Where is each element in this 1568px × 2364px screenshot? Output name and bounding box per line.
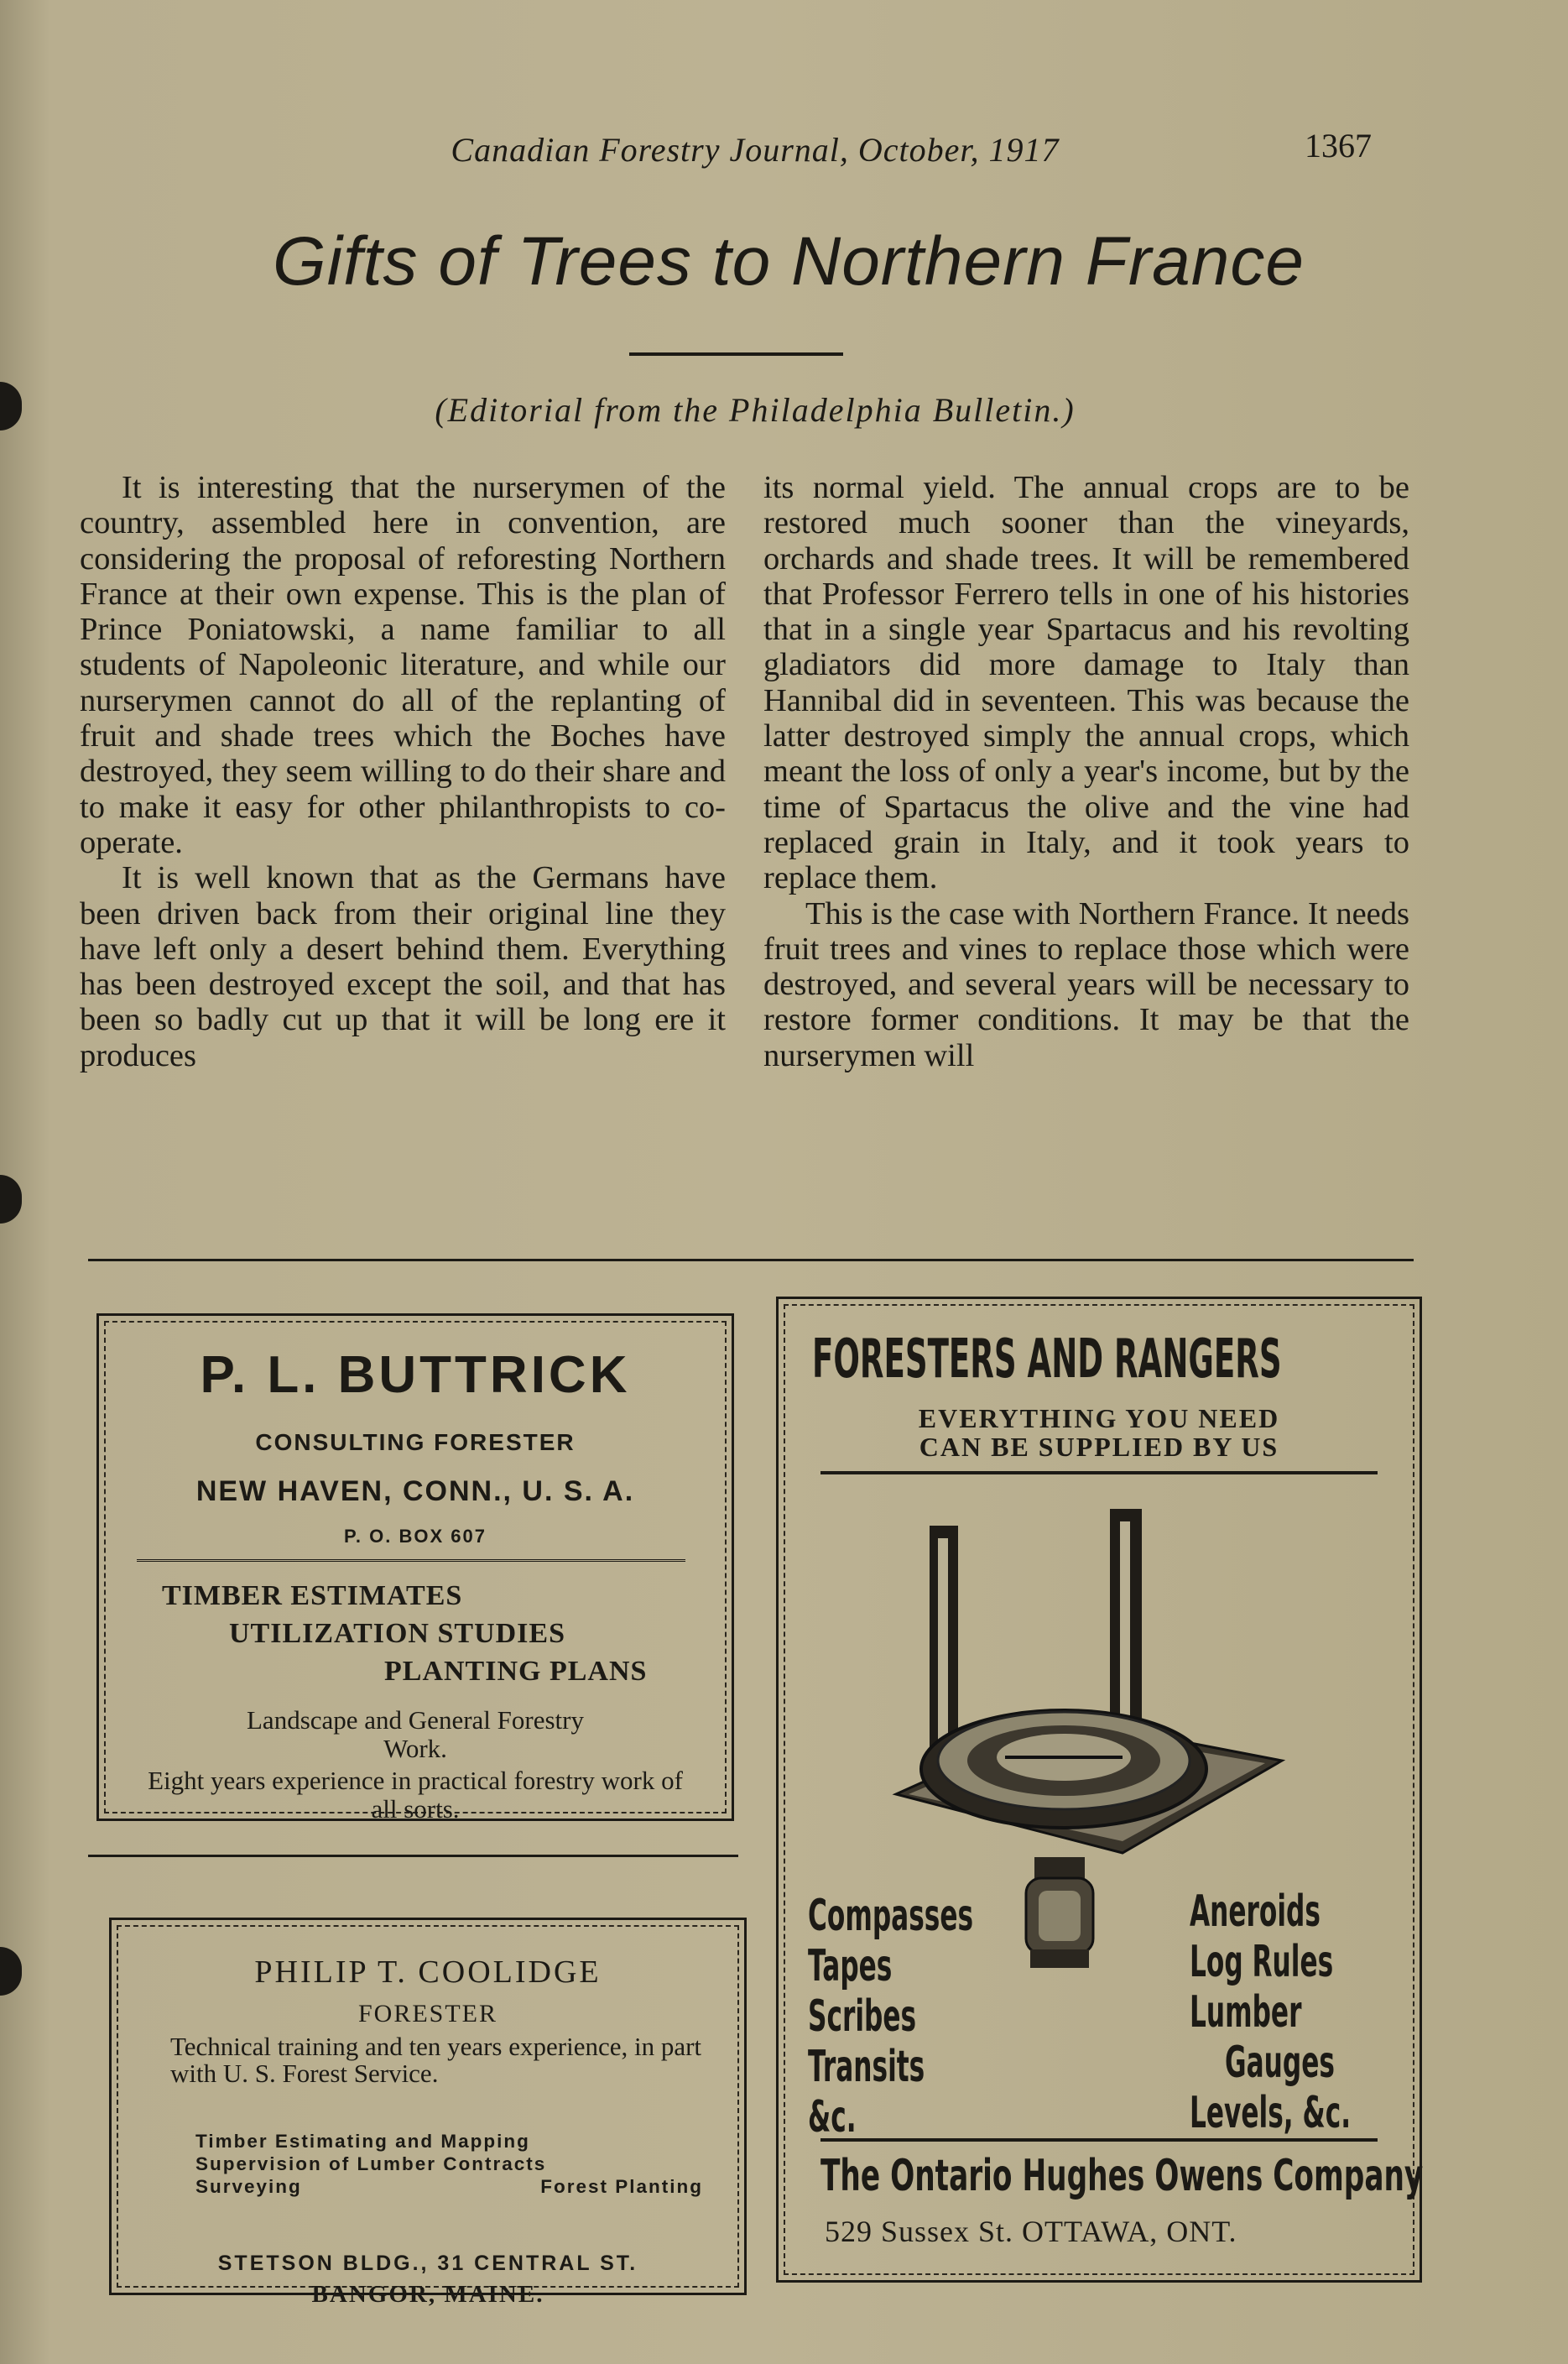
ad-buttrick — [96, 1313, 734, 1824]
ad-role: CONSULTING FORESTER — [255, 1429, 576, 1455]
ad-product: Scribes — [808, 1991, 917, 2042]
title-rule — [629, 352, 843, 356]
ad-service-row — [195, 2175, 703, 2198]
ad-service: Supervision of Lumber Contracts — [195, 2153, 547, 2174]
article-column-right — [763, 470, 1409, 1073]
ad-product-list-left — [808, 1891, 973, 2142]
ad-product: Levels, &c. — [1190, 2088, 1352, 2138]
ad-name: P. L. BUTTRICK — [200, 1346, 631, 1404]
running-head: Canadian Forestry Journal, October, 1917 — [451, 131, 1060, 169]
ad-city: NEW HAVEN, CONN., U. S. A. — [195, 1475, 635, 1507]
ad-address: STETSON BLDG., 31 CENTRAL ST. — [217, 2252, 638, 2275]
ad-service: UTILIZATION STUDIES — [229, 1618, 566, 1649]
article-source: (Editorial from the Philadelphia Bulletin.) — [435, 391, 1076, 429]
binding-hole — [0, 382, 22, 431]
ad-foresters — [776, 1297, 1422, 2283]
ad-po-box: P. O. BOX 607 — [344, 1526, 487, 1547]
ad-text: Eight years experience in practical forestry work of all sorts. — [148, 1766, 683, 1824]
ad-service: TIMBER ESTIMATES — [162, 1580, 463, 1611]
ad-city: BANGOR, MAINE. — [311, 2281, 544, 2308]
ad-subtitle-line: CAN BE SUPPLIED BY US — [919, 1432, 1279, 1462]
ad-product: &c. — [808, 2092, 857, 2142]
ad-product: Log Rules — [1190, 1937, 1334, 1987]
paragraph: its normal yield. The annual crops are to be restored much sooner than the vineyards, orchards and shade trees. It will be remembered that Professor Ferrero tells in one of his histories that in a single year Spartacus and his revolting gladiators did more damage to Italy than Hannibal did in seventeen. This was because the latter destroyed simply the annual crops, which meant the loss of only a year's income, but by the time of Spartacus the olive and the vine had replaced grain in Italy, and it took years to replace them. — [763, 470, 1409, 896]
ad-role: FORESTER — [357, 2000, 498, 2027]
paragraph: It is well known that as the Germans have been driven back from their original line they have left only a desert behind them. Everything has been destroyed except the soil, and that has been so badly cut up that it will be long ere it produces — [80, 860, 726, 1073]
binding-hole — [0, 1947, 22, 1996]
ad-service: Timber Estimating and Mapping — [195, 2131, 530, 2152]
ad-service: PLANTING PLANS — [384, 1656, 648, 1687]
ad-product: Lumber — [1190, 1987, 1302, 2038]
ad-text: Technical training and ten years experience, in part with U. S. Forest Service. — [170, 2032, 702, 2088]
ad-name: PHILIP T. COOLIDGE — [254, 1954, 602, 1990]
ad-subtitle — [779, 1404, 1420, 1461]
ad-rule — [820, 1471, 1378, 1474]
ad-headline: FORESTERS AND RANGERS — [812, 1328, 1282, 1391]
section-divider — [88, 1259, 1414, 1261]
section-divider — [88, 1855, 738, 1857]
ad-product-list-right — [1190, 1887, 1351, 2138]
ad-coolidge — [109, 1918, 747, 2308]
ad-product: Aneroids — [1190, 1887, 1321, 1937]
ad-product: Compasses — [808, 1891, 974, 1941]
ad-product: Tapes — [808, 1941, 893, 1991]
binding-hole — [0, 1175, 22, 1224]
ad-product: Gauges — [1225, 2038, 1335, 2088]
article-column-left — [80, 470, 726, 1073]
paragraph: It is interesting that the nurserymen of the country, assembled here in convention, are considering the proposal of reforesting Northern France at their own expense. This is the plan of Prince Poniatowski, a name familiar to all students of Napoleonic literature, and while our nurserymen cannot do all of the replanting of fruit and shade trees which the Boches have destroyed, they seem willing to do their share and to make it easy for other philanthropists to co-operate. — [80, 470, 726, 860]
ad-rule — [820, 2138, 1378, 2142]
ad-service: Surveying — [195, 2176, 302, 2197]
ad-rule — [137, 1559, 685, 1562]
page-number: 1367 — [1305, 127, 1372, 164]
ad-service: Forest Planting — [540, 2176, 703, 2197]
paragraph: This is the case with Northern France. It needs fruit trees and vines to replace those which were destroyed, and several years will be necessary to restore former conditions. It may be that the nurserymen will — [763, 895, 1409, 1073]
ad-subtitle-line: EVERYTHING YOU NEED — [918, 1403, 1280, 1433]
ad-address: 529 Sussex St. OTTAWA, ONT. — [825, 2215, 1237, 2248]
ad-product: Transits — [808, 2042, 925, 2092]
ad-text: Landscape and General Forestry Work. — [247, 1705, 584, 1763]
article-title: Gifts of Trees to Northern France — [272, 223, 1305, 300]
ad-company: The Ontario Hughes Owens Company — [820, 2151, 1424, 2201]
